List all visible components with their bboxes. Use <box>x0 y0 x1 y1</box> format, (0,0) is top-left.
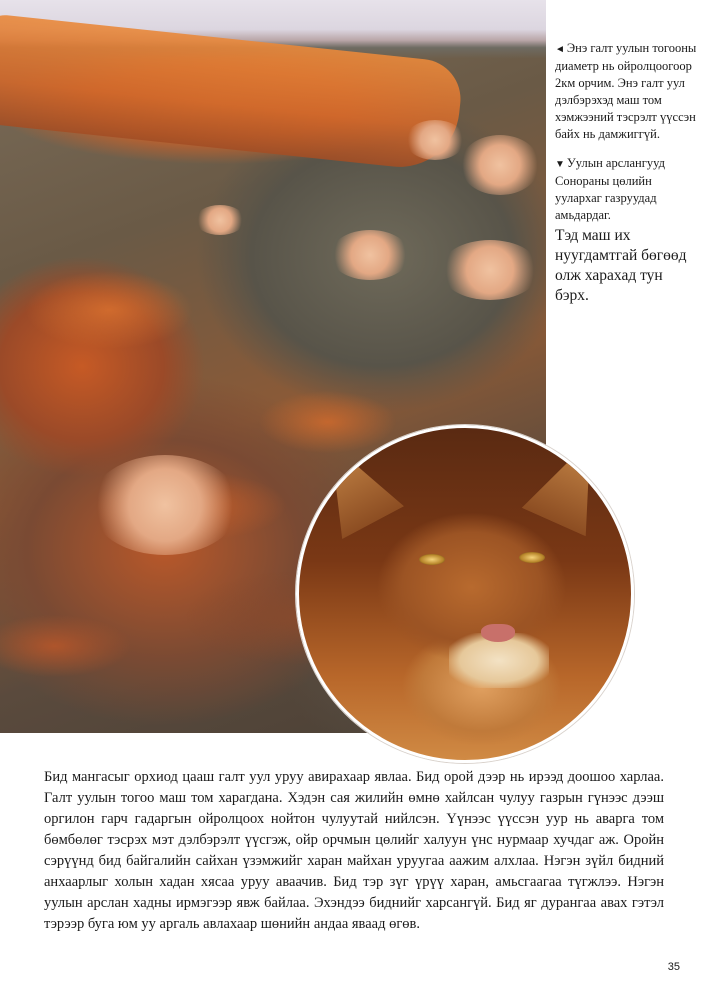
desert-shrub <box>330 230 410 280</box>
mountain-lion-photo <box>296 425 634 763</box>
down-pointer-icon: ▼ <box>555 159 565 170</box>
ear-right <box>522 426 623 537</box>
cougar-caption-text: Уулын арслангууд Сонораны цөлийн уулархаг газруудад амьдардаг. <box>555 156 665 222</box>
desert-shrub <box>460 135 540 195</box>
desert-shrub <box>195 205 245 235</box>
crater-caption <box>555 40 697 143</box>
left-pointer-icon: ◄ <box>555 44 565 55</box>
eye-right <box>519 552 545 563</box>
crater-rim <box>0 13 464 173</box>
desert-shrub <box>405 120 465 160</box>
desert-shrub <box>90 455 240 555</box>
cougar-caption-large: Тэд маш их нуугдамтгай бөгөөд олж харахад тун бэрх. <box>555 227 687 304</box>
page-number: 35 <box>667 961 680 973</box>
nose <box>481 624 515 642</box>
captions-column <box>555 40 697 306</box>
crater-caption-text: Энэ галт уулын тогооны диаметр нь ойролцоогоор 2км орчим. Энэ галт уул дэлбэрэхэд маш том хэмжээний тэсрэлт үүссэн байх нь дамжиггүй. <box>555 41 697 141</box>
cougar-caption <box>555 155 697 224</box>
desert-shrub <box>440 240 540 300</box>
body-paragraph: Бид мангасыг орхиод цааш галт уул уруу авирахаар явлаа. Бид орой дээр нь ирээд доошоо харлаа. Галт уулын тогоо маш том харагдана. Хэдэн сая жилийн өмнө хайлсан чулуу газрын гүнээс дээш оргилон гарч гадаргын ойролцоох нойтон чулуутай нийлсэн. Үүнээс үүссэн уур нь аварга том бөмбөлөг тэсрэх мэт дэлбэрэлт үүсгэж, ойр орчмын цөлийг халуун үнс нурмаар хучдаг аж. Оройн сэрүүнд бид байгалийн сайхан үзэмжийг харан майхан уруугаа аажим алхлаа. Нэгэн зүйл бидний анхаарлыг холын хадан хясаа уруу аваачив. Бид тэр зүг үрүү харан, амьсгаагаа түгжлээ. Нэгэн уулын арслан хадны ирмэгээр явж байлаа. Эхэндээ биднийг харсангүй. Бид яг дурангаа авах гэтэл тэрээр буга юм уу аргаль авлахаар шөнийн андаа яваад өгөв. <box>44 769 664 932</box>
eye-left <box>419 554 445 565</box>
